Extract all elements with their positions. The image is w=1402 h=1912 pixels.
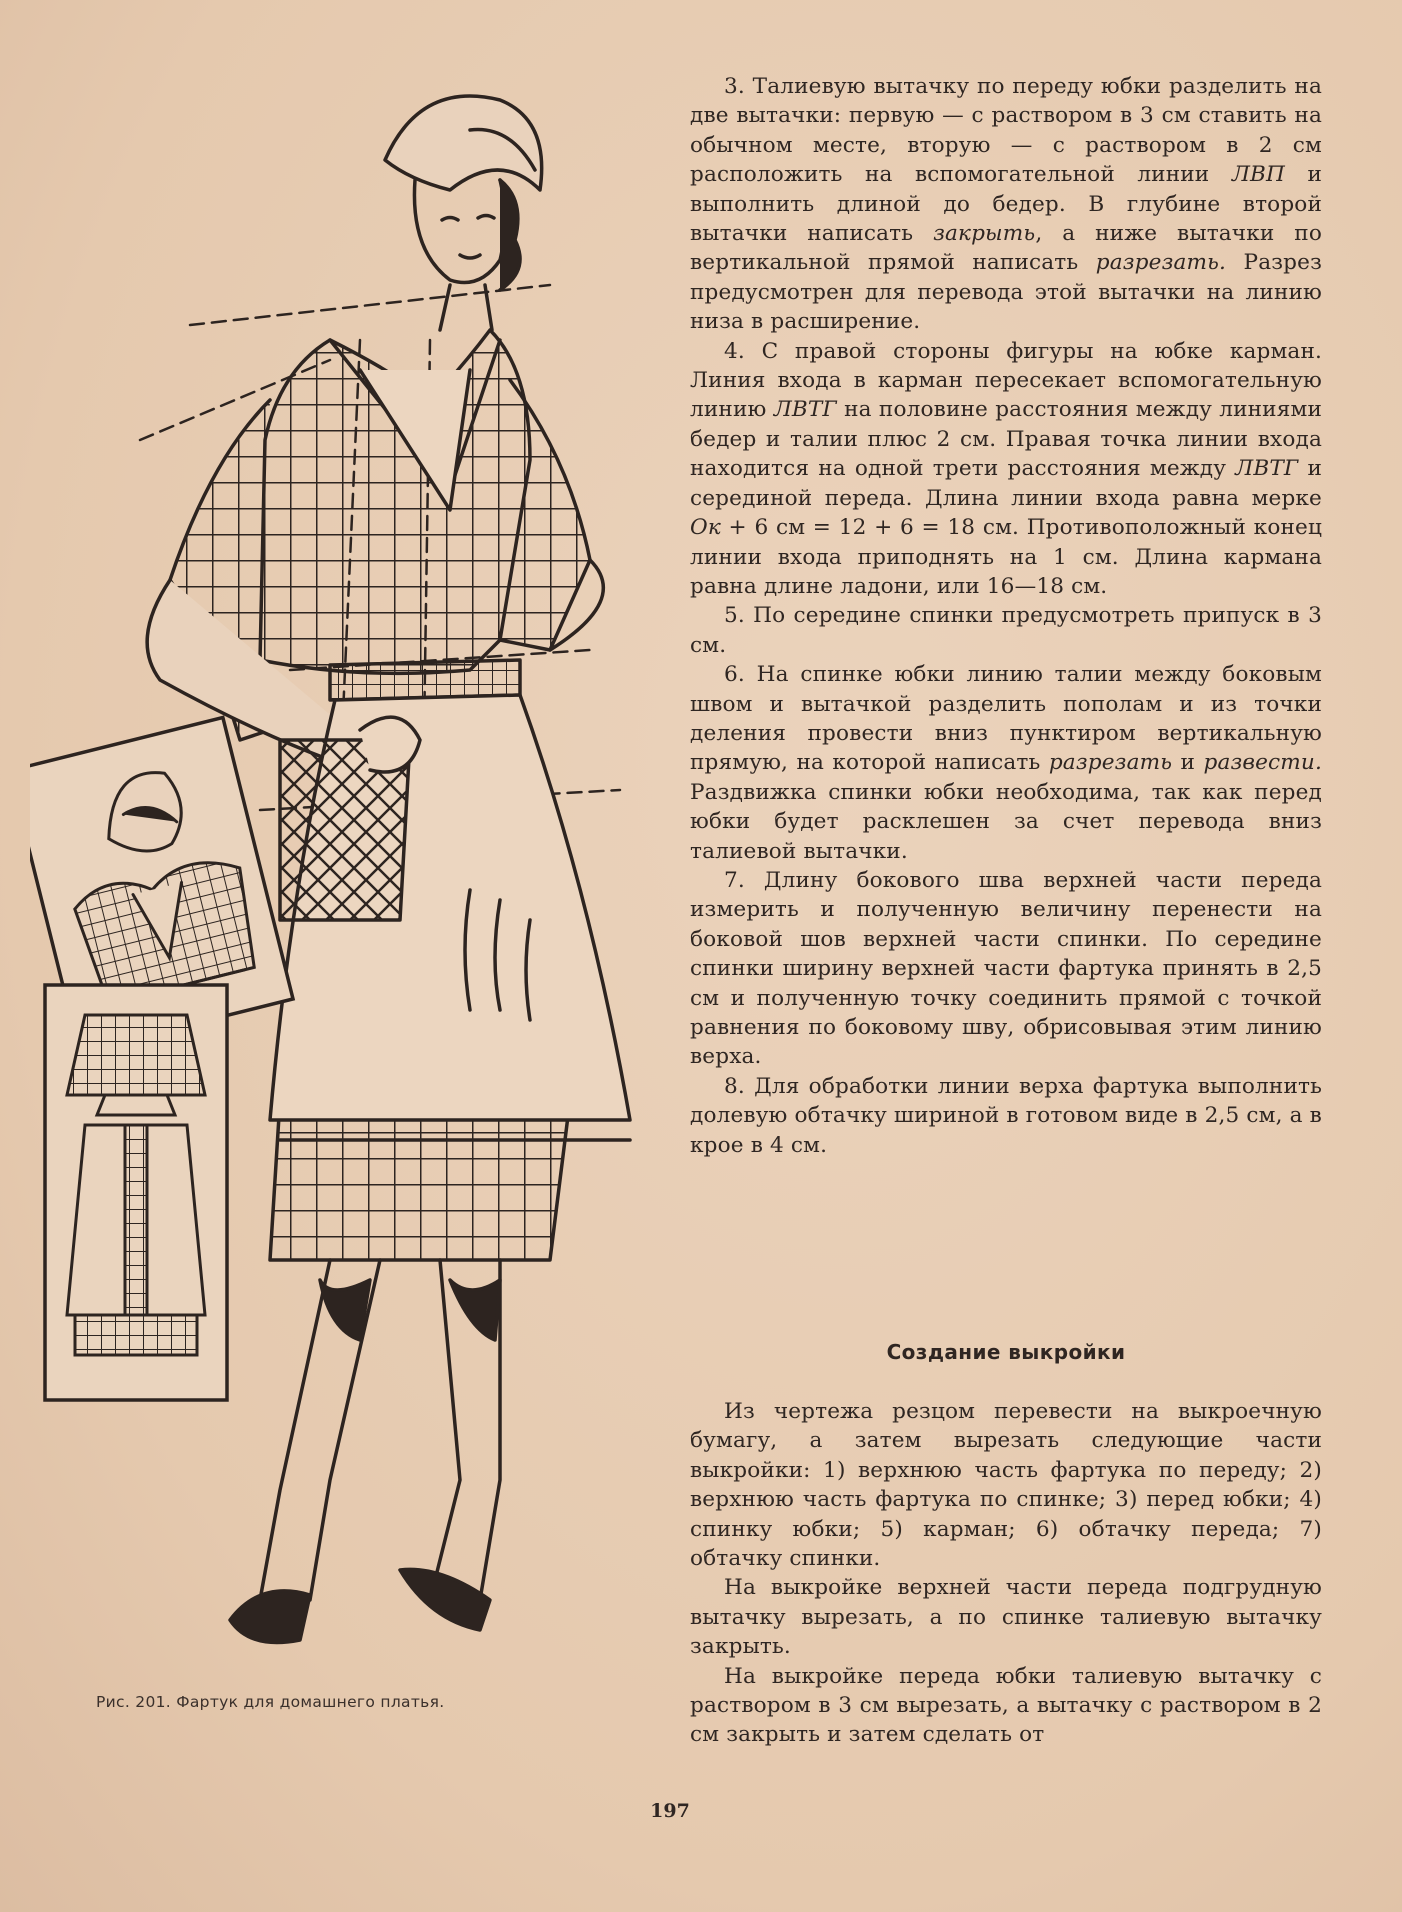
instruction-item xyxy=(690,866,1322,1072)
apron-illustration xyxy=(30,40,670,1660)
italic-term: ЛВП xyxy=(1231,162,1285,188)
paragraph: Из чертежа резцом перевести на выкроечную бумагу, а затем вырезать следующие части выкройки: 1) верхнюю часть фартука по переду; 2) верхнюю часть фартука по спинке; 3) перед юбки; 4) спинку юбки; 5) карман; 6) обтачку переда; 7) обтачку спинки. xyxy=(690,1399,1322,1572)
instruction-item xyxy=(690,601,1322,660)
text-run: на половине расстояния между линиями бедер и талии плюс 2 см. Правая точка линии входа находится на одной трети расстояния между xyxy=(690,397,1322,482)
instruction-item xyxy=(690,72,1322,337)
fashion-figure-drawing xyxy=(30,40,670,1660)
page-number: 197 xyxy=(650,1800,690,1822)
text-run: и xyxy=(1172,750,1204,776)
instruction-item xyxy=(690,337,1322,602)
italic-term: развести. xyxy=(1203,750,1322,776)
text-run: и выполнить длиной до бедер. В глубине второй вытачки написать xyxy=(690,162,1322,247)
instruction-item xyxy=(690,1072,1322,1160)
text-run: 8. Для обработки линии верха фартука выполнить долевую обтачку шириной в готовом виде в 2,5 см, а в крое в 4 см. xyxy=(690,1073,1322,1158)
text-run: , а ниже вытачки по вертикальной прямой написать xyxy=(690,221,1323,276)
italic-term: разрезать xyxy=(1048,750,1173,776)
paragraph: На выкройке верхней части переда подгрудную вытачку вырезать, а по спинке талиевую вытачку закрыть. xyxy=(690,1575,1322,1660)
italic-term: ЛВТГ xyxy=(1235,456,1299,482)
italic-term: ЛВТГ xyxy=(773,397,837,423)
text-run: 5. По середине спинки предусмотреть припуск в 3 см. xyxy=(690,603,1322,658)
inset-sketch-back-view xyxy=(45,985,227,1400)
text-run: 6. На спинке юбки линию талии между боковым швом и вытачкой разделить пополам и из точки деления провести вниз пунктиром вертикальную прямую, на которой написать xyxy=(690,662,1322,776)
text-run: + 6 см = 12 + 6 = 18 см. Противоположный конец линии входа приподнять на 1 см. Длина кармана равна длине ладони, или 16—18 см. xyxy=(690,515,1322,599)
italic-term: Ок xyxy=(690,515,721,541)
italic-term: закрыть xyxy=(933,221,1036,247)
italic-term: разрезать. xyxy=(1095,250,1227,276)
text-run: 3. Талиевую вытачку по переду юбки разделить на две вытачки: первую — с раствором в 3 см ставить на обычном месте, вторую — с раствором в 2 см расположить на вспомогательной линии xyxy=(690,74,1322,188)
text-run: Разрез предусмотрен для перевода этой вытачки на линию низа в расширение. xyxy=(690,250,1322,335)
text-run: и серединой переда. Длина линии входа равна мерке xyxy=(690,456,1322,511)
text-run: 7. Длину бокового шва верхней части переда измерить и полученную величину перенести на боковой шов верхней части спинки. По середине спинки ширину верхней части фартука принять в 2,5 см и полученную точку соединить прямой с точкой равнения по боковому шву, обрисовывая этим линию верха. xyxy=(690,867,1322,1070)
paragraph: На выкройке переда юбки талиевую вытачку с раствором в 3 см вырезать, а вытачку с раствором в 2 см закрыть и затем сделать от xyxy=(690,1663,1322,1748)
instruction-item xyxy=(690,660,1322,866)
text-run: 4. С правой стороны фигуры на юбке карман. Линия входа в карман пересекает вспомогательную линию xyxy=(690,338,1322,423)
section-body xyxy=(690,1397,1322,1750)
instruction-list xyxy=(690,72,1322,1160)
text-run: Раздвижка спинки юбки необходима, так как перед юбки будет расклешен за счет перевода вниз талиевой вытачки. xyxy=(690,779,1322,864)
figure-caption: Рис. 201. Фартук для домашнего платья. xyxy=(96,1693,445,1711)
section-heading: Создание выкройки xyxy=(886,1340,1126,1364)
